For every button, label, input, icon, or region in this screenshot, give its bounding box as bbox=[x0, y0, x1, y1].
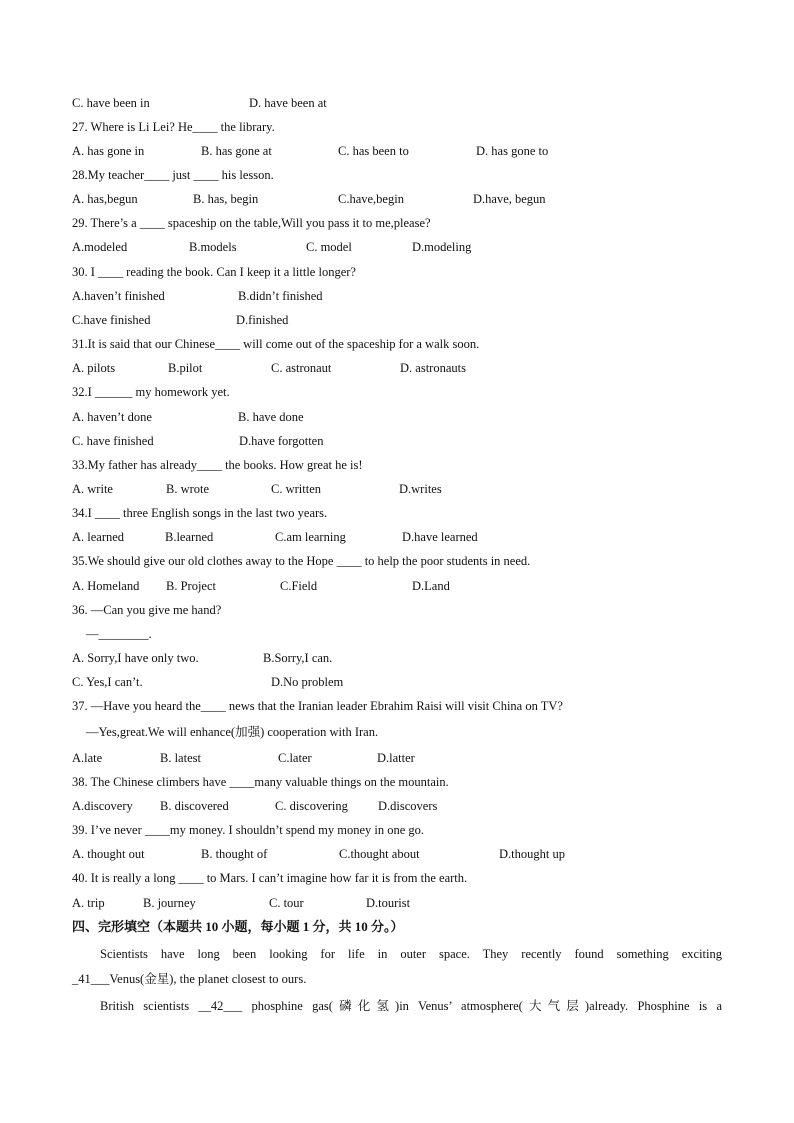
q31-option-b: B.pilot bbox=[168, 361, 203, 375]
q36-reply: —________. bbox=[86, 627, 152, 641]
q31-option-d: D. astronauts bbox=[400, 361, 466, 375]
q40-option-b: B. journey bbox=[143, 896, 196, 910]
q34-option-b: B.learned bbox=[165, 530, 214, 544]
q40-stem: 40. It is really a long ____ to Mars. I can’t imagine how far it is from the earth. bbox=[72, 871, 468, 885]
q33-option-b: B. wrote bbox=[166, 482, 210, 496]
q36-option-c: C. Yes,I can’t. bbox=[72, 675, 143, 689]
q31-option-a: A. pilots bbox=[72, 361, 116, 375]
q38-option-c: C. discovering bbox=[275, 799, 348, 813]
q36-option-d: D.No problem bbox=[271, 675, 344, 689]
q28-option-d: D.have, begun bbox=[473, 192, 546, 206]
q39-option-d: D.thought up bbox=[499, 847, 565, 861]
q40-option-c: C. tour bbox=[269, 896, 304, 910]
q32-option-b: B. have done bbox=[238, 410, 304, 424]
q40-option-a: A. trip bbox=[72, 896, 105, 910]
q37-stem: 37. —Have you heard the____ news that the Iranian leader Ebrahim Raisi will visit China on TV? bbox=[72, 699, 563, 713]
q32-option-d: D.have forgotten bbox=[239, 434, 324, 448]
q38-option-a: A.discovery bbox=[72, 799, 133, 813]
q34-option-d: D.have learned bbox=[402, 530, 478, 544]
q40-option-d: D.tourist bbox=[366, 896, 411, 910]
q28-option-a: A. has,begun bbox=[72, 192, 138, 206]
q36-stem: 36. —Can you give me hand? bbox=[72, 603, 222, 617]
q26-option-c: C. have been in bbox=[72, 96, 150, 110]
q38-stem: 38. The Chinese climbers have ____many valuable things on the mountain. bbox=[72, 775, 449, 789]
q39-option-a: A. thought out bbox=[72, 847, 145, 861]
q30-option-d: D.finished bbox=[236, 313, 289, 327]
section-4-heading: 四、完形填空（本题共 10 小题，每小题 1 分，共 10 分。） bbox=[72, 919, 404, 934]
q33-stem: 33.My father has already____ the books. How great he is! bbox=[72, 458, 363, 472]
q29-stem: 29. There’s a ____ spaceship on the table,Will you pass it to me,please? bbox=[72, 216, 431, 230]
q31-option-c: C. astronaut bbox=[271, 361, 332, 375]
q39-stem: 39. I’ve never ____my money. I shouldn’t spend my money in one go. bbox=[72, 823, 425, 837]
q30-stem: 30. I ____ reading the book. Can I keep it a little longer? bbox=[72, 265, 356, 279]
cloze-paragraph-1-line-2: _41___Venus(金星), the planet closest to ours. bbox=[72, 972, 307, 986]
q35-option-a: A. Homeland bbox=[72, 579, 140, 593]
q37-option-b: B. latest bbox=[160, 751, 201, 765]
cloze-paragraph-1-line-1: Scientists have long been looking for life in outer space. They recently found something exciting bbox=[100, 947, 722, 961]
q28-option-c: C.have,begin bbox=[338, 192, 404, 206]
q36-option-a: A. Sorry,I have only two. bbox=[72, 651, 199, 665]
q34-option-c: C.am learning bbox=[275, 530, 346, 544]
q37-option-a: A.late bbox=[72, 751, 103, 765]
q33-option-a: A. write bbox=[72, 482, 113, 496]
q32-option-a: A. haven’t done bbox=[72, 410, 152, 424]
q27-stem: 27. Where is Li Lei? He____ the library. bbox=[72, 120, 275, 134]
q35-option-b: B. Project bbox=[166, 579, 216, 593]
q39-option-b: B. thought of bbox=[201, 847, 268, 861]
q27-option-c: C. has been to bbox=[338, 144, 409, 158]
q30-option-c: C.have finished bbox=[72, 313, 151, 327]
q36-option-b: B.Sorry,I can. bbox=[263, 651, 333, 665]
q30-option-b: B.didn’t finished bbox=[238, 289, 323, 303]
q38-option-b: B. discovered bbox=[160, 799, 229, 813]
q31-stem: 31.It is said that our Chinese____ will come out of the spaceship for a walk soon. bbox=[72, 337, 480, 351]
q33-option-d: D.writes bbox=[399, 482, 442, 496]
q29-option-c: C. model bbox=[306, 240, 352, 254]
q38-option-d: D.discovers bbox=[378, 799, 438, 813]
q37-option-d: D.latter bbox=[377, 751, 415, 765]
q32-stem: 32.I ______ my homework yet. bbox=[72, 385, 230, 399]
q27-option-d: D. has gone to bbox=[476, 144, 549, 158]
q37-option-c: C.later bbox=[278, 751, 312, 765]
q37-reply: —Yes,great.We will enhance(加强) cooperation with Iran. bbox=[86, 725, 379, 739]
q32-option-c: C. have finished bbox=[72, 434, 154, 448]
q29-option-a: A.modeled bbox=[72, 240, 128, 254]
q27-option-b: B. has gone at bbox=[201, 144, 272, 158]
q39-option-c: C.thought about bbox=[339, 847, 420, 861]
q35-stem: 35.We should give our old clothes away to the Hope ____ to help the poor students in need. bbox=[72, 554, 531, 568]
q30-option-a: A.haven’t finished bbox=[72, 289, 165, 303]
q26-option-d: D. have been at bbox=[249, 96, 327, 110]
q29-option-d: D.modeling bbox=[412, 240, 472, 254]
q35-option-d: D.Land bbox=[412, 579, 450, 593]
q27-option-a: A. has gone in bbox=[72, 144, 145, 158]
q28-option-b: B. has, begin bbox=[193, 192, 259, 206]
q33-option-c: C. written bbox=[271, 482, 321, 496]
q34-option-a: A. learned bbox=[72, 530, 125, 544]
cloze-paragraph-2-line-1: British scientists __42___ phosphine gas(磷化氢)in Venus’ atmosphere(大气层)already. Phosphine is a bbox=[100, 999, 722, 1013]
q29-option-b: B.models bbox=[189, 240, 237, 254]
q34-stem: 34.I ____ three English songs in the last two years. bbox=[72, 506, 328, 520]
q28-stem: 28.My teacher____ just ____ his lesson. bbox=[72, 168, 274, 182]
q35-option-c: C.Field bbox=[280, 579, 318, 593]
